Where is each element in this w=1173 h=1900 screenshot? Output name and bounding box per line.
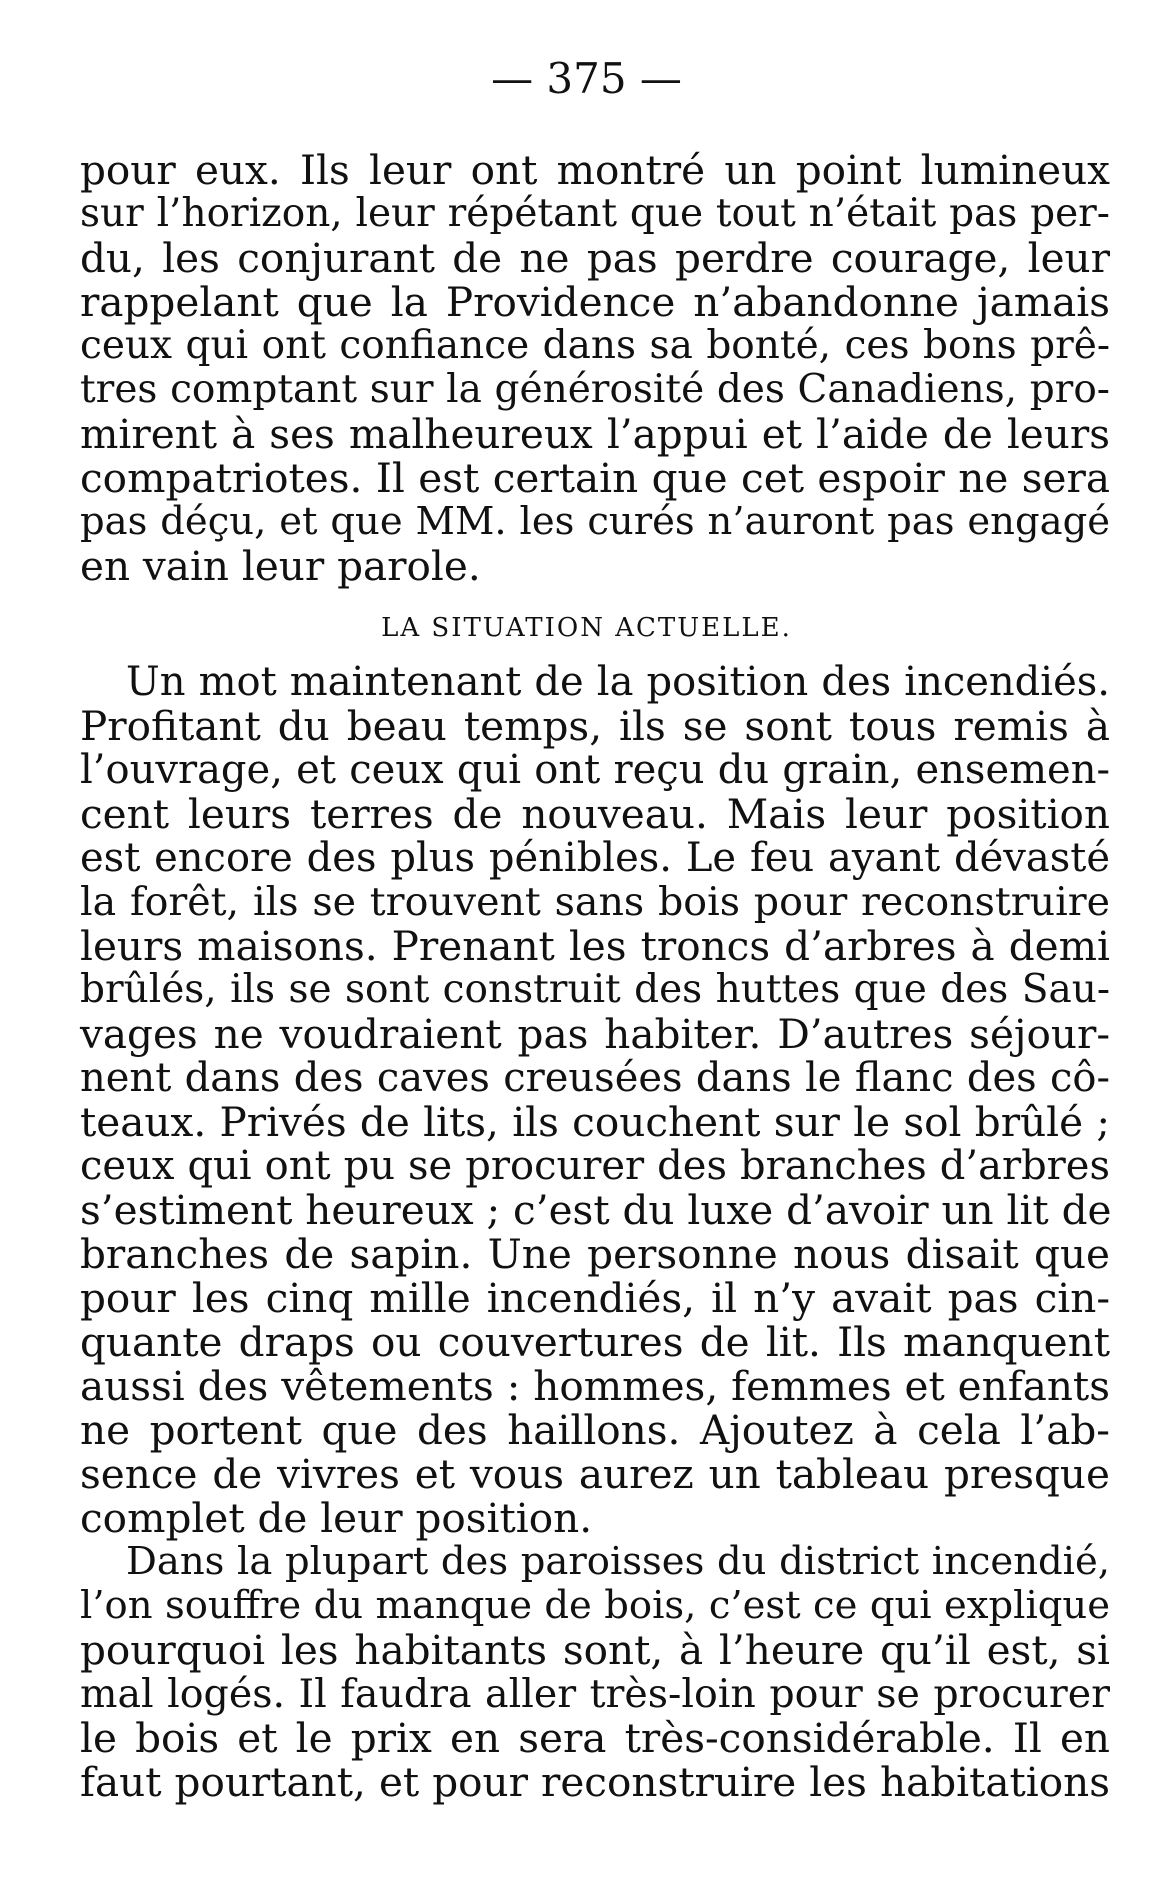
text-line: teaux. Privés de lits, ils couchent sur le sol brûlé ; (80, 1098, 1110, 1146)
text-line: Profitant du beau temps, ils se sont tous remis à (80, 702, 1110, 750)
text-line: l’ouvrage, et ceux qui ont reçu du grain, ensemen- (80, 747, 1110, 793)
text-line: ceux qui ont pu se procurer des branches d’arbres (80, 1143, 1110, 1189)
text-line: pour eux. Ils leur ont montré un point lumineux (80, 146, 1110, 194)
text-line: s’estiment heureux ; c’est du luxe d’avoir un lit de (80, 1186, 1112, 1234)
paragraph-continued (80, 148, 1110, 588)
text-line: rappelant que la Providence n’abandonne jamais (80, 278, 1110, 326)
text-line: la forêt, ils se trouvent sans bois pour reconstruire (80, 879, 1110, 925)
text-line: du, les conjurant de ne pas perdre courage, leur (80, 234, 1110, 282)
text-line: pourquoi les habitants sont, à l’heure qu’il est, si (80, 1626, 1110, 1674)
text-line: ne portent que des haillons. Ajoutez à cela l’ab- (80, 1406, 1110, 1454)
text-line: vages ne voudraient pas habiter. D’autres séjour- (80, 1010, 1110, 1058)
text-line: nent dans des caves creusées dans le flanc des cô- (80, 1055, 1110, 1101)
text-line: aussi des vêtements : hommes, femmes et enfants (80, 1362, 1110, 1410)
section-heading: LA SITUATION ACTUELLE. (381, 613, 792, 643)
text-line: pour les cinq mille incendiés, il n’y avait pas cin- (80, 1274, 1110, 1322)
text-line: branches de sapin. Une personne nous disait que (80, 1230, 1110, 1278)
text-line: est encore des plus pénibles. Le feu ayant dévasté (80, 835, 1110, 881)
text-line: quante draps ou couvertures de lit. Ils manquent (80, 1318, 1110, 1366)
text-line: compatriotes. Il est certain que cet espoir ne sera (80, 454, 1110, 502)
text-line: complet de leur position. (80, 1494, 593, 1542)
text-line: cent leurs terres de nouveau. Mais leur position (80, 790, 1110, 838)
paragraph-district (80, 1540, 1110, 1804)
text-line: sur l’horizon, leur répétant que tout n’était pas per- (80, 191, 1110, 236)
text-line: Un mot maintenant de la position des incendiés. (126, 659, 1110, 705)
text-line: tres comptant sur la générosité des Canadiens, pro- (80, 367, 1110, 412)
text-line: mirent à ses malheureux l’appui et l’aide de leurs (80, 410, 1110, 458)
text-line: leurs maisons. Prenant les troncs d’arbres à demi (80, 922, 1110, 970)
paragraph-situation (80, 660, 1110, 1540)
text-line: sence de vivres et vous aurez un tableau presque (80, 1450, 1110, 1498)
text-line: ceux qui ont confiance dans sa bonté, ces bons prê- (80, 323, 1110, 368)
text-line: brûlés, ils se sont construit des huttes que des Sau- (80, 967, 1110, 1012)
text-line: pas déçu, et que MM. les curés n’auront pas engagé (80, 499, 1110, 544)
text-line: le bois et le prix en sera très-considérable. Il en (80, 1714, 1110, 1762)
page-number: — 375 — (491, 54, 682, 103)
text-line: en vain leur parole. (80, 542, 481, 590)
text-line: mal logés. Il faudra aller très-loin pour se procurer (80, 1671, 1110, 1717)
text-line: Dans la plupart des paroisses du district incendié, (126, 1539, 1110, 1584)
text-line: faut pourtant, et pour reconstruire les habitations (80, 1758, 1110, 1806)
text-line: l’on souffre du manque de bois, c’est ce qui explique (80, 1583, 1110, 1628)
